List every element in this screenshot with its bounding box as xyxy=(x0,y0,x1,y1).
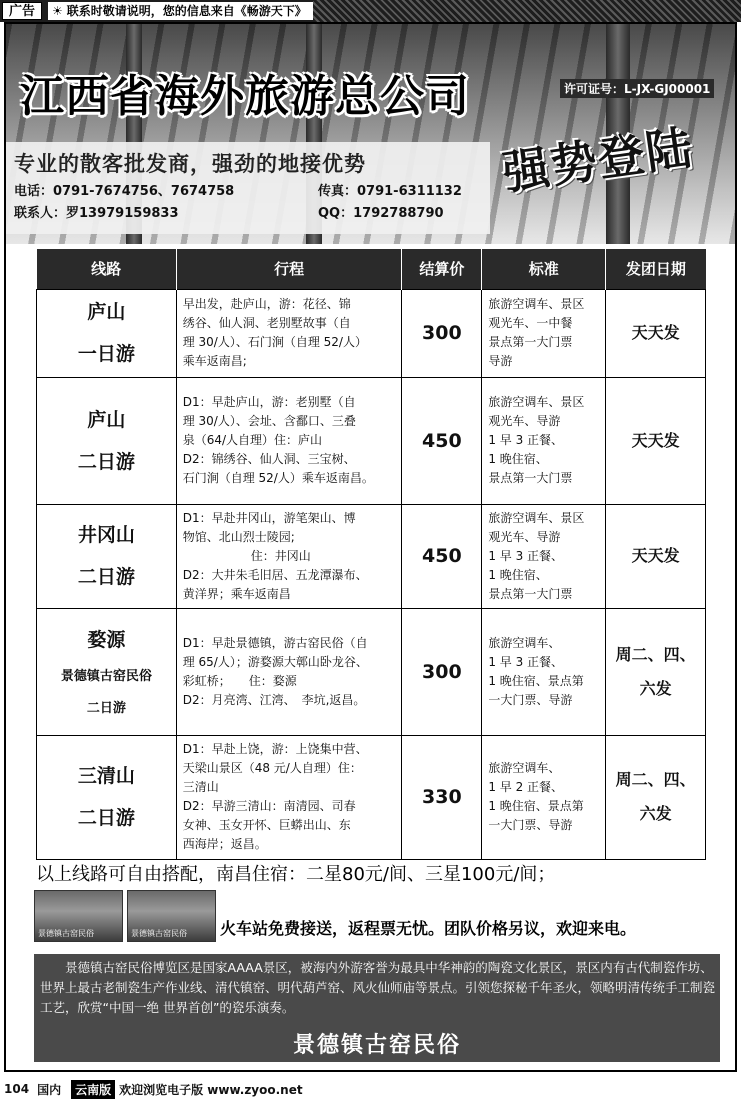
company-title: 江西省海外旅游总公司 xyxy=(20,71,470,122)
decorative-stripe xyxy=(313,0,741,22)
standard-line: 景点第一大门票 xyxy=(488,586,573,601)
itinerary-line: 早出发，赴庐山，游：花径、锦 xyxy=(182,297,351,311)
route-cell xyxy=(37,504,177,608)
route-name: 井冈山 xyxy=(77,524,135,546)
price-cell: 300 xyxy=(402,289,482,377)
standard-line: 景点第一大门票 xyxy=(488,471,573,485)
date-line: 六发 xyxy=(639,678,672,698)
photo-strip xyxy=(34,890,216,942)
slogan-text: 专业的散客批发商，强劲的地接优势 xyxy=(14,152,366,176)
table-row xyxy=(37,377,706,504)
table-row xyxy=(37,735,706,859)
itinerary-line: 西海岸；返昌。 xyxy=(182,837,267,851)
itinerary-line: 理 65/人）；游婺源大鄣山卧龙谷、 xyxy=(182,654,368,669)
itinerary-cell xyxy=(176,735,402,859)
kiln-photo xyxy=(34,890,123,942)
fax-number: 传真：0791-6311132 xyxy=(318,184,462,199)
date-cell xyxy=(606,289,706,377)
edition-badge: 云南版 xyxy=(71,1080,115,1099)
itinerary-line: D2：月亮湾、江湾、 李坑,返昌。 xyxy=(182,692,366,707)
itinerary-line: D1：早赴庐山，游：老别墅（自 xyxy=(182,395,356,409)
date-line: 周二、四、 xyxy=(615,770,696,789)
sun-icon: ☀ xyxy=(52,4,63,18)
itinerary-line: 石门涧（自理 52/人）乘车返南昌。 xyxy=(182,471,374,485)
standard-line: 一大门票、导游 xyxy=(488,818,573,832)
date-cell xyxy=(606,608,706,735)
standard-line: 1 晚住宿、 xyxy=(488,452,548,466)
standard-line: 1 晚住宿、景点第 xyxy=(488,799,584,813)
table-row xyxy=(37,608,706,735)
route-name: 庐山 xyxy=(87,301,126,323)
route-cell xyxy=(37,377,177,504)
table-row xyxy=(37,289,706,377)
route-name: 三清山 xyxy=(77,765,135,787)
itinerary-line: D2：大井朱毛旧居、五龙潭瀑布、 xyxy=(182,567,368,582)
itinerary-cell xyxy=(176,608,402,735)
col-header-standard: 标准 xyxy=(482,249,606,289)
standard-line: 旅游空调车、景区 xyxy=(488,297,585,311)
itinerary-line: 绣谷、仙人洞、老别墅故事（自 xyxy=(182,316,351,330)
itinerary-line: 理 30/人）、石门涧（自理 52/人） xyxy=(182,335,367,349)
price-cell: 450 xyxy=(402,504,482,608)
date-cell xyxy=(606,735,706,859)
date-line: 天天发 xyxy=(631,546,680,565)
standard-cell xyxy=(482,504,606,608)
route-duration: 二日游 xyxy=(77,807,135,829)
price-cell: 450 xyxy=(402,377,482,504)
itinerary-line: 物馆、北山烈士陵园; xyxy=(182,529,295,544)
route-cell xyxy=(37,289,177,377)
route-duration: 二日游 xyxy=(77,566,135,588)
date-line: 天天发 xyxy=(631,323,680,342)
date-line: 周二、四、 xyxy=(615,644,696,664)
header-banner xyxy=(6,24,735,244)
route-name: 婺源 xyxy=(87,628,126,651)
standard-line: 1 早 3 正餐、 xyxy=(488,654,564,669)
photo-caption: 景德镇古窑民俗 xyxy=(38,929,94,938)
standard-line: 旅游空调车、 xyxy=(488,761,561,775)
itinerary-line: 黄洋界；乘车返南昌 xyxy=(182,586,291,601)
route-duration: 二日游 xyxy=(86,700,126,716)
standard-line: 旅游空调车、景区 xyxy=(488,395,585,409)
standard-line: 旅游空调车、景区 xyxy=(488,510,585,525)
standard-line: 旅游空调车、 xyxy=(488,635,561,650)
standard-line: 1 晚住宿、景点第 xyxy=(488,673,584,688)
table-header-row xyxy=(37,249,706,289)
standard-line: 一大门票、导游 xyxy=(488,692,573,707)
standard-line: 景点第一大门票 xyxy=(488,335,573,349)
standard-line: 1 早 3 正餐、 xyxy=(488,433,564,447)
kiln-photo xyxy=(127,890,216,942)
itinerary-line: D2：早游三清山：南清园、司春 xyxy=(182,799,356,813)
route-cell xyxy=(37,608,177,735)
page-footer xyxy=(0,1078,741,1100)
itinerary-cell xyxy=(176,504,402,608)
standard-line: 观光车、一中餐 xyxy=(488,316,573,330)
standard-cell xyxy=(482,377,606,504)
route-cell xyxy=(37,735,177,859)
standard-cell xyxy=(482,735,606,859)
section-label: 国内 xyxy=(37,1082,62,1097)
route-name: 庐山 xyxy=(87,408,126,431)
standard-line: 观光车、导游 xyxy=(488,414,561,428)
description-panel xyxy=(34,954,720,1062)
itinerary-line: 乘车返南昌; xyxy=(182,354,247,368)
route-subtitle: 景德镇古窑民俗 xyxy=(60,668,152,684)
standard-line: 导游 xyxy=(488,354,513,368)
itinerary-line: 天梁山景区（48 元/人自理）住： xyxy=(182,761,362,775)
website-link[interactable]: 欢迎浏览电子版 www.zyoo.net xyxy=(119,1082,303,1097)
col-header-price: 结算价 xyxy=(402,249,482,289)
info-notice-text: 联系时敬请说明，您的信息来自《畅游天下》 xyxy=(66,4,307,18)
itinerary-line: 女神、玉女开怀、巨蟒出山、东 xyxy=(182,818,351,832)
description-text: 景德镇古窑民俗博览区是国家AAAA景区，被海内外游客誉为最具中华神韵的陶瓷文化景区，景区内有古代制瓷作坊、世界上最古老制瓷生产作业线、清代镇窑、明代葫芦窑、风火仙师庙等景点。引领您探秘千年圣火，领略明清传统手工制瓷工艺，欣赏“中国一绝 世界首创”的瓷乐演奏。 xyxy=(40,960,716,1015)
col-header-route: 线路 xyxy=(37,249,177,289)
standard-cell xyxy=(482,608,606,735)
col-header-itinerary: 行程 xyxy=(176,249,402,289)
contact-person: 联系人：罗13979159833 xyxy=(14,206,179,221)
qq-number: QQ：1792788790 xyxy=(318,206,444,221)
standard-line: 1 晚住宿、 xyxy=(488,567,548,582)
phone-number: 电话：0791-7674756、7674758 xyxy=(14,184,235,199)
itinerary-line: 三清山 xyxy=(182,780,219,794)
itinerary-line: 理 30/人）、会址、含鄱口、三叠 xyxy=(182,414,356,428)
photo-caption: 景德镇古窑民俗 xyxy=(131,929,187,938)
ad-frame xyxy=(4,22,737,1072)
date-cell xyxy=(606,377,706,504)
itinerary-line: 住：井冈山 xyxy=(250,548,311,563)
standard-line: 1 早 2 正餐、 xyxy=(488,780,564,794)
itinerary-line: 泉（64/人自理）住：庐山 xyxy=(182,433,323,447)
itinerary-line: D1：早赴景德镇，游古窑民俗（自 xyxy=(182,635,368,650)
pickup-notice: 火车站免费接送，返程票无忧。团队价格另议，欢迎来电。 xyxy=(220,919,637,938)
headline-slogan: 强势登陆 xyxy=(499,119,698,201)
itinerary-line: D1：早赴井冈山，游笔架山、博 xyxy=(182,510,356,525)
info-notice xyxy=(48,2,313,20)
table-row xyxy=(37,504,706,608)
col-header-date: 发团日期 xyxy=(606,249,706,289)
date-cell xyxy=(606,504,706,608)
license-number: 许可证号：L-JX-GJ00001 xyxy=(560,79,714,98)
slogan-panel xyxy=(6,142,490,234)
accommodation-note: 以上线路可自由搭配，南昌住宿：二星80元/间、三星100元/间； xyxy=(36,864,556,885)
itinerary-cell xyxy=(176,289,402,377)
itinerary-line: 彩虹桥； 住：婺源 xyxy=(182,673,297,688)
standard-line: 观光车、导游 xyxy=(488,529,561,544)
top-ad-bar xyxy=(0,0,741,22)
description-title: 景德镇古窑民俗 xyxy=(292,1033,461,1058)
itinerary-cell xyxy=(176,377,402,504)
ad-label: 广告 xyxy=(2,2,42,20)
route-table xyxy=(36,249,706,860)
page-number: 104 xyxy=(4,1082,30,1096)
route-duration: 二日游 xyxy=(77,450,135,473)
standard-line: 1 早 3 正餐、 xyxy=(488,548,564,563)
itinerary-line: D2：锦绣谷、仙人洞、三宝树、 xyxy=(182,452,356,466)
date-line: 六发 xyxy=(639,804,672,823)
price-cell: 300 xyxy=(402,608,482,735)
price-cell: 330 xyxy=(402,735,482,859)
standard-cell xyxy=(482,289,606,377)
date-line: 天天发 xyxy=(631,430,680,450)
itinerary-line: D1：早赴上饶，游：上饶集中营、 xyxy=(182,742,368,756)
route-duration: 一日游 xyxy=(77,343,135,365)
